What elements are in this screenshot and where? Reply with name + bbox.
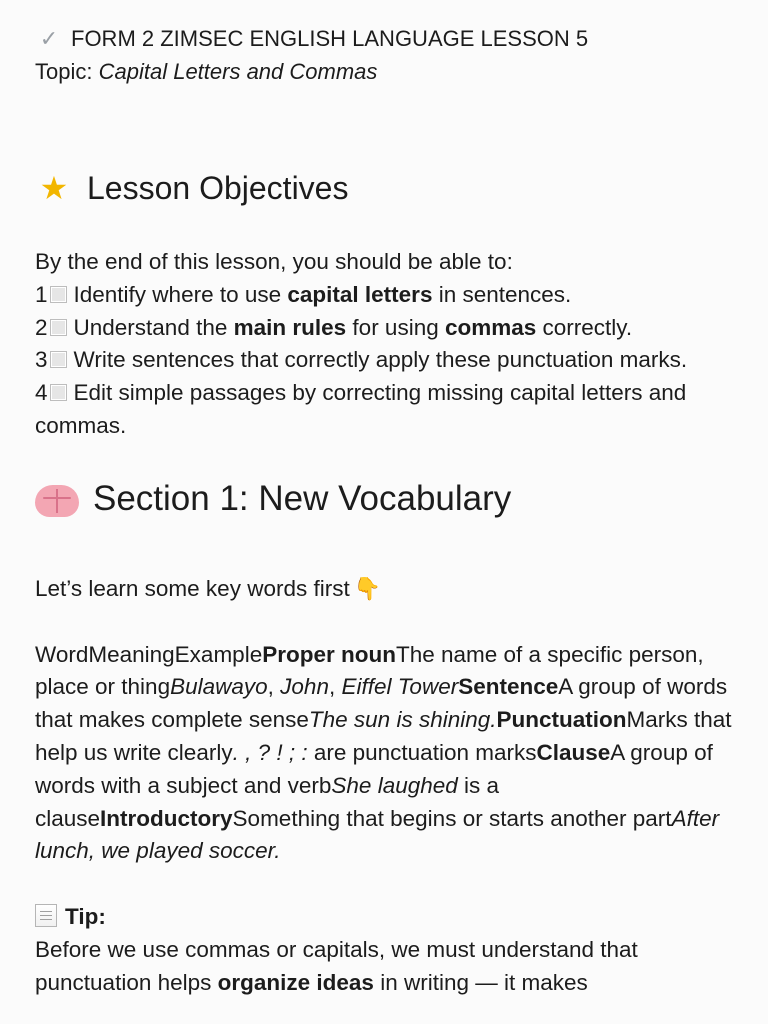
star-icon: ★ (39, 170, 69, 206)
objective-text: Understand the (73, 314, 234, 340)
tip-text-part: in writing — it makes (373, 969, 588, 995)
objective-text: Identify where to use (73, 281, 288, 307)
objective-text: in sentences. (432, 281, 572, 307)
objective-item (35, 344, 734, 377)
vocabulary-table (35, 639, 734, 869)
vocabulary-meaning: Marks that help us write clearly (35, 707, 732, 765)
lesson-title (35, 22, 734, 55)
vocabulary-example-separator: , (328, 674, 342, 700)
objective-number: 4 (35, 380, 48, 406)
objective-item (35, 312, 734, 345)
checkbox-icon (50, 286, 67, 303)
topic-value: Capital Letters and Commas (98, 59, 378, 84)
check-mark-icon: ✓ (39, 26, 59, 51)
checkbox-icon (50, 319, 67, 336)
tip-text (35, 934, 734, 1000)
table-header-word: Word (35, 641, 89, 667)
vocabulary-meaning: A group of words that makes complete sense (35, 674, 728, 733)
objective-emphasis: capital letters (287, 281, 433, 307)
tip-text-part: Before we use commas or capitals, we must understand that punctuation helps (35, 936, 638, 995)
vocabulary-word: Proper noun (262, 641, 396, 667)
objective-number: 2 (35, 314, 48, 340)
objective-text: Write sentences that correctly apply these punctuation marks. (73, 347, 688, 373)
objective-emphasis: commas (444, 314, 537, 340)
brain-icon (35, 485, 79, 517)
vocabulary-example: John (280, 674, 329, 700)
checkbox-icon (50, 384, 67, 401)
vocabulary-example: Eiffel Tower (341, 674, 459, 700)
objective-number: 1 (35, 281, 48, 307)
vocabulary-word: Punctuation (496, 707, 627, 733)
vocabulary-example: The sun is shining. (308, 707, 497, 733)
objectives-heading-text: Lesson Objectives (87, 170, 349, 206)
objective-text: Edit simple passages by correcting missing capital letters and commas. (35, 380, 687, 438)
vocabulary-example: . , ? ! ; : (232, 739, 308, 765)
vocabulary-example-note: are punctuation marks (307, 739, 537, 765)
objective-text: for using (346, 314, 445, 340)
memo-icon (35, 904, 57, 927)
section-1-heading-text: Section 1: New Vocabulary (93, 478, 512, 518)
objective-emphasis: main rules (233, 314, 347, 340)
vocabulary-example-note: is a clause (35, 772, 500, 831)
vocabulary-meaning: Something that begins or starts another part (232, 805, 672, 831)
vocabulary-word: Introductory (100, 805, 233, 831)
objective-text: correctly. (536, 314, 633, 340)
vocabulary-example: She laughed (331, 772, 458, 798)
vocabulary-intro (35, 573, 734, 606)
objective-number: 3 (35, 347, 48, 373)
checkbox-icon (50, 351, 67, 368)
vocabulary-meaning: A group of words with a subject and verb (35, 739, 713, 798)
section-1-heading (35, 477, 734, 521)
vocabulary-example: Bulawayo (170, 674, 268, 700)
vocabulary-word: Sentence (458, 674, 559, 700)
objective-item (35, 279, 734, 312)
topic-label: Topic: (35, 59, 93, 84)
tip-emphasis: organize ideas (217, 969, 374, 995)
vocabulary-example: After lunch, we played soccer. (35, 805, 720, 864)
tip-heading-text: Tip: (65, 904, 106, 930)
vocabulary-intro-text: Let’s learn some key words first (35, 575, 350, 601)
vocabulary-word: Clause (536, 739, 611, 765)
vocabulary-example-separator: , (267, 674, 281, 700)
table-header-example: Example (174, 641, 263, 667)
vocabulary-meaning: The name of a specific person, place or thing (35, 641, 704, 700)
objective-item (35, 377, 734, 443)
topic-line (35, 55, 734, 88)
objectives-intro (35, 246, 734, 443)
objectives-intro-text: By the end of this lesson, you should be able to: (35, 249, 513, 274)
tip-heading (35, 901, 734, 934)
lesson-title-text: FORM 2 ZIMSEC ENGLISH LANGUAGE LESSON 5 (71, 26, 589, 51)
objectives-heading (35, 168, 734, 208)
table-header-meaning: Meaning (88, 641, 175, 667)
pointing-down-icon: 👇 (353, 575, 382, 601)
